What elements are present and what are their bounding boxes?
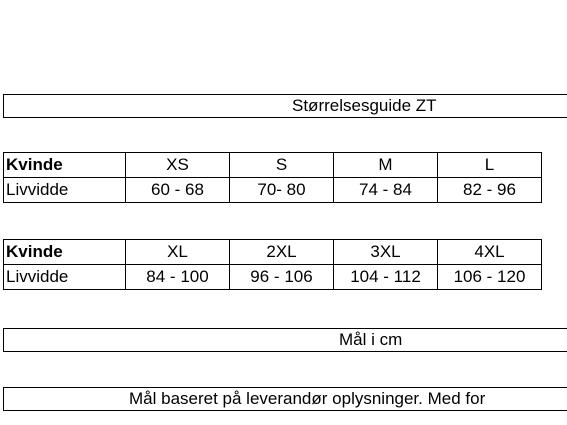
supplier-note: Mål baseret på leverandør oplysninger. Med for: [129, 389, 486, 408]
page-title: Størrelsesguide ZT: [292, 96, 437, 115]
size-table-1: [3, 152, 542, 203]
gender-label: Kvinde: [4, 240, 126, 265]
size-header-row: [4, 240, 542, 265]
measurement-cell: 74 - 84: [334, 178, 438, 203]
size-table-2: [3, 239, 542, 290]
units-note: Mål i cm: [339, 330, 403, 349]
measurement-cell: 96 - 106: [230, 265, 334, 290]
measurement-row: [4, 178, 542, 203]
size-cell: XS: [126, 153, 230, 178]
measurement-label: Livvidde: [4, 265, 126, 290]
size-cell: XL: [126, 240, 230, 265]
size-cell: 3XL: [334, 240, 438, 265]
supplier-note-banner: [3, 387, 567, 411]
measurement-cell: 82 - 96: [438, 178, 542, 203]
measurement-cell: 70- 80: [230, 178, 334, 203]
measurement-label: Livvidde: [4, 178, 126, 203]
size-cell: M: [334, 153, 438, 178]
measurement-row: [4, 265, 542, 290]
units-banner: [3, 328, 567, 352]
gender-label: Kvinde: [4, 153, 126, 178]
title-banner: [3, 94, 567, 118]
measurement-cell: 60 - 68: [126, 178, 230, 203]
size-cell: S: [230, 153, 334, 178]
measurement-cell: 104 - 112: [334, 265, 438, 290]
size-cell: L: [438, 153, 542, 178]
size-cell: 2XL: [230, 240, 334, 265]
size-header-row: [4, 153, 542, 178]
measurement-cell: 84 - 100: [126, 265, 230, 290]
size-cell: 4XL: [438, 240, 542, 265]
measurement-cell: 106 - 120: [438, 265, 542, 290]
